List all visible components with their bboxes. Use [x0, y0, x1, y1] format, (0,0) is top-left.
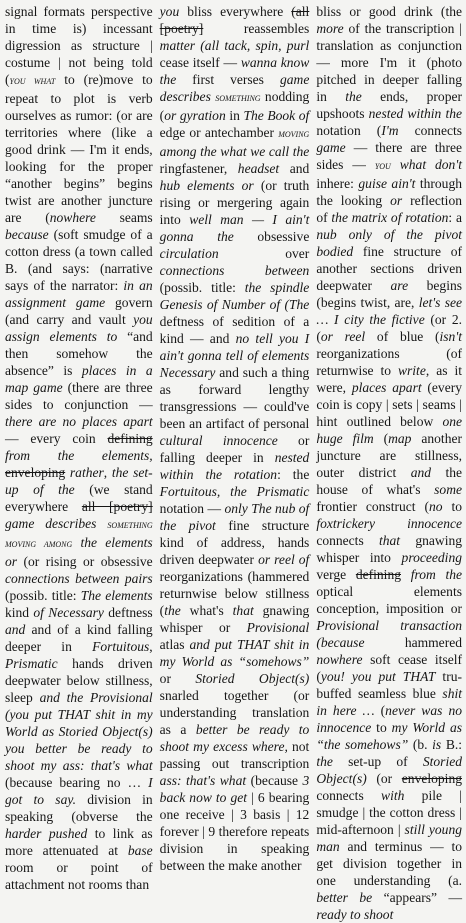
text-run: (or rising or obsessive — [17, 554, 153, 569]
text-run: obsessive — [233, 229, 310, 244]
text-run: the spindle Genesis of Number of (The — [159, 280, 310, 312]
text-run: the — [164, 603, 181, 618]
text-run: still young man — [316, 822, 462, 854]
text-run: or — [390, 193, 403, 208]
text-run: you — [374, 160, 391, 172]
text-run: (or 2. ( — [316, 312, 462, 344]
text-run: ( — [374, 703, 386, 718]
text-run: connects — [316, 533, 379, 548]
text-run: of blue ( — [365, 329, 440, 344]
text-run: harder pushed — [5, 826, 88, 841]
text-run: moving — [278, 128, 310, 140]
text-run: : the — [277, 467, 310, 482]
text-run: or — [159, 671, 196, 686]
text-run: ( — [373, 431, 389, 446]
text-run: reorganizations (hammered returnwise below stillness ( — [159, 569, 310, 618]
text-run: places apart — [351, 380, 422, 395]
text-run: reassembles — [203, 21, 310, 36]
text-run: let's see … I city the fictive — [316, 295, 462, 327]
text-run: game describes — [5, 516, 97, 531]
text-run: Storied Object(s) — [195, 671, 310, 686]
text-run: cease itself — — [159, 55, 241, 70]
text-run: verge — [316, 567, 356, 582]
text-run: nested within the — [368, 106, 462, 121]
text-run: proceeding — [401, 550, 462, 565]
text-run: and put THAT shit in my World as “somehows” — [159, 637, 310, 669]
text-run: | 6 bearing one receive | 3 basis | 12 forever | 9 therefore repeats division in speaking between the make another — [159, 790, 310, 873]
text-run: or gyration — [164, 108, 226, 123]
text-run: all [poetry] — [81, 499, 153, 514]
text-run: nodding ( — [159, 89, 310, 123]
text-run: ass: that's what — [159, 773, 247, 788]
text-run: inhere: — [316, 176, 359, 191]
text-run: no tell you I ain't gonna tell of elements Necessary — [159, 331, 310, 380]
text-run: no — [428, 499, 443, 514]
text-run: the — [316, 754, 333, 769]
text-run: ready to shoot — [316, 907, 394, 922]
text-run: well man — I ain't gonna the — [159, 212, 310, 244]
text-run: 3 back now to get — [159, 773, 310, 805]
text-run: and the Provisional (you put THAT shit in my World as Storied Object(s) you better be ready to shoot my ass: that's what — [5, 690, 153, 773]
text-run: — there are three sides — — [316, 140, 462, 172]
text-run: or falling deeper in — [159, 433, 310, 465]
text-run: room or point of attachment not rooms than — [5, 860, 153, 892]
text-run: another juncture are stillness, outer district — [316, 431, 462, 480]
text-run: never was no innocence — [316, 703, 462, 735]
text-run: game describes — [159, 72, 310, 104]
text-run: of Necessary — [33, 605, 104, 620]
text-run: bliss or good drink (the — [316, 4, 462, 19]
text-run: deftness — [103, 605, 153, 620]
text-run: snarled together (or understanding translation as a — [159, 688, 310, 737]
text-run: some — [434, 482, 462, 497]
text-run: and of a kind falling deeper in — [5, 622, 153, 654]
text-run — [401, 567, 411, 582]
text-run: (soft smudge of a cotton dress (a town called B. (and says: (narrative says of the narrator: — [5, 227, 153, 293]
text-run: and — [5, 622, 26, 637]
text-run: (because — [246, 773, 303, 788]
text-run: (or truth rising or mergering again into — [159, 178, 310, 227]
text-run: I'm — [381, 123, 399, 138]
text-run — [391, 157, 400, 172]
text-run: connections between — [159, 263, 310, 278]
text-run: the house of what's — [316, 465, 463, 497]
text-run: enveloping — [5, 465, 66, 480]
text-run: and — [410, 465, 432, 480]
text-run: that — [379, 533, 401, 548]
text-run: cultural innocence — [159, 433, 278, 448]
text-run: or reel of — [258, 552, 310, 567]
text-run: defining — [355, 567, 401, 582]
text-run: Provisional transaction (because — [316, 618, 462, 650]
text-run: fine structure kind of address, hands driven deepwater — [159, 518, 310, 567]
text-run: game — [316, 140, 346, 155]
text-run: I got to say. — [5, 775, 153, 807]
text-run: base — [127, 843, 153, 858]
text-run: connects — [398, 123, 463, 138]
text-run: The elements — [80, 588, 153, 603]
text-run: foxtrickery innocence — [316, 516, 462, 531]
text-run: from the — [410, 567, 463, 582]
text-run: only The nub of the pivot — [159, 501, 310, 533]
text-run: soft cease itself ( — [316, 652, 462, 684]
text-run: places in a map game — [5, 363, 153, 395]
text-run: among the what we call the — [159, 144, 310, 159]
text-run: “and then somehow the absence” is — [5, 329, 153, 378]
text-run: (every coin is copy | sets | seams | hint outlined below — [316, 380, 463, 429]
text-run: better be ready to shoot my excess where, — [159, 722, 310, 754]
text-run: to — [371, 720, 392, 735]
text-run: Storied Object(s) — [316, 754, 462, 786]
text-run: are — [390, 278, 409, 293]
text-run: atlas — [159, 637, 190, 652]
text-run: shit in here … — [316, 686, 462, 718]
text-run: first verses — [176, 72, 280, 87]
text-run: you! you put THAT — [320, 669, 436, 684]
text-run: my World as “the somehows” — [316, 720, 462, 752]
text-run: reflection of — [316, 193, 462, 225]
text-column-2 — [159, 3, 310, 873]
text-run: more — [316, 21, 344, 36]
text-run: the elements or — [5, 535, 153, 569]
text-run: you assign elements to — [5, 312, 153, 344]
text-run: headset — [237, 161, 280, 176]
text-run: (possib. title: — [159, 280, 245, 295]
text-run: in — [225, 108, 244, 123]
text-run: something moving among — [5, 519, 153, 550]
text-run: through the looking — [316, 176, 462, 208]
text-run: in an assignment game — [5, 278, 153, 310]
text-run: govern (and carry and vault — [5, 295, 153, 327]
text-run: edge or antechamber — [159, 125, 279, 140]
text-run: connections between pairs — [5, 571, 153, 586]
text-run: enveloping — [401, 771, 462, 786]
text-run: over — [218, 246, 310, 261]
text-run: The Book of — [243, 108, 310, 123]
text-run: B.: — [441, 737, 462, 752]
text-run: hub elements or — [159, 178, 254, 193]
text-run: the matrix of rotation — [331, 210, 449, 225]
text-run: defining — [107, 431, 153, 446]
text-run: — every coin — [5, 431, 108, 446]
text-run: to (re)move to repeat to plot is verb ourselves as rumor: (or are territories where (like a good drink — I'm it ends, looking for the proper “another begins” begins twist are another juncture are ( — [5, 72, 153, 225]
text-run: connects — [316, 788, 382, 803]
text-run: map — [388, 431, 412, 446]
text-run: , as it were, — [316, 363, 462, 395]
text-run: Fortuitous, the Prismatic — [159, 484, 310, 499]
text-run: there are no places apart — [5, 414, 153, 429]
text-run: kind — [5, 605, 34, 620]
text-run: : a — [448, 210, 462, 225]
text-run: isn't — [439, 329, 462, 344]
text-run: , — [149, 639, 153, 654]
text-run: ends, proper upshoots — [316, 89, 462, 121]
text-run: notation — — [159, 501, 225, 516]
text-run: because — [5, 227, 49, 242]
text-run: circulation — [159, 246, 219, 261]
text-run: nub only of the pivot bodied — [316, 227, 462, 259]
text-run: “appears” — — [372, 890, 463, 905]
text-run: not passing out transcription — [159, 739, 310, 771]
text-run: tru-buffed seamless blue — [316, 669, 462, 701]
text-run: set-up of — [332, 754, 423, 769]
text-run: seams — [95, 210, 153, 225]
text-run: Provisional — [246, 620, 310, 635]
text-run: rather — [69, 465, 104, 480]
text-run: what's — [180, 603, 233, 618]
text-run: nowhere — [316, 652, 363, 667]
text-run: optical elements conception, imposition or — [316, 584, 462, 616]
text-run: (we stand everywhere — [5, 482, 153, 514]
text-run: write — [397, 363, 426, 378]
text-run: (there are three sides to conjunction — — [5, 380, 153, 412]
text-run: or reel — [320, 329, 366, 344]
text-run: deftness of sedition of a kind — and — [159, 314, 310, 346]
text-run: one huge film — [316, 414, 462, 446]
text-run: you what — [9, 75, 56, 87]
text-run: nowhere — [49, 210, 96, 225]
text-run: frontier construct ( — [316, 499, 429, 514]
text-run: is — [432, 737, 442, 752]
text-run: what don't — [399, 157, 462, 172]
text-run: and — [279, 161, 310, 176]
text-run: Prismatic — [5, 656, 58, 671]
text-run: hands driven deepwater below stillness, sleep — [5, 656, 153, 705]
text-run: pile | smudge | the cotton dress | mid-afternoon | — [316, 788, 462, 837]
text-run: gnawing whisper or — [159, 603, 310, 635]
text-run: signal formats perspective in time is) incessant digression as structure | costume | not being told ( — [5, 4, 153, 87]
text-run: (because bearing no … — [5, 775, 149, 790]
text-run: reorganizations (of returnwise to — [316, 346, 462, 378]
text-run: and terminus — to get division together in one understanding (a. — [316, 839, 462, 888]
text-run: Fortuitous — [92, 639, 150, 654]
text-run: hammered — [364, 635, 462, 650]
text-column-1 — [5, 3, 153, 892]
text-run: (b. — [408, 737, 433, 752]
text-run: (all [poetry] — [159, 4, 310, 36]
text-run: , — [103, 465, 112, 480]
text-run: nested within the rotation — [159, 450, 310, 482]
text-run: the set-up of the — [5, 465, 153, 497]
text-run: matter (all tack, spin, purl — [159, 38, 310, 53]
text-run: to link as more attenuated at — [5, 826, 153, 858]
text-run: from the elements, — [5, 448, 153, 463]
text-run: fine structure of another sections driven deepwater — [316, 244, 462, 293]
text-run: the — [345, 89, 362, 104]
text-run: ringfastener, — [159, 161, 238, 176]
text-run — [72, 535, 80, 550]
text-run: bliss everywhere — [179, 4, 292, 19]
text-run: and such a thing as forward lengthy transgressions — could've been an artifact of personal — [159, 365, 310, 431]
text-column-3 — [316, 3, 463, 922]
text-run: something — [215, 92, 261, 104]
text-run: better be — [316, 890, 373, 905]
text-run: (possib. title: — [5, 588, 81, 603]
text-run: begins (begins twist, are, — [316, 278, 462, 310]
text-run: guise ain't — [358, 176, 416, 191]
text-run: that — [232, 603, 254, 618]
text-run: you — [159, 4, 180, 19]
text-run — [96, 516, 107, 531]
text-run: with — [381, 788, 405, 803]
text-run: wanna know the — [159, 55, 310, 87]
text-run: gnawing whisper into — [316, 533, 463, 565]
text-run: to — [442, 499, 462, 514]
text-run: (or — [366, 771, 402, 786]
text-run: of the transcription | translation as conjunction — more I'm it (photo pitched in deeper falling in — [316, 21, 462, 104]
text-run: division in speaking (obverse the — [5, 792, 153, 824]
text-run: notation ( — [316, 123, 382, 138]
